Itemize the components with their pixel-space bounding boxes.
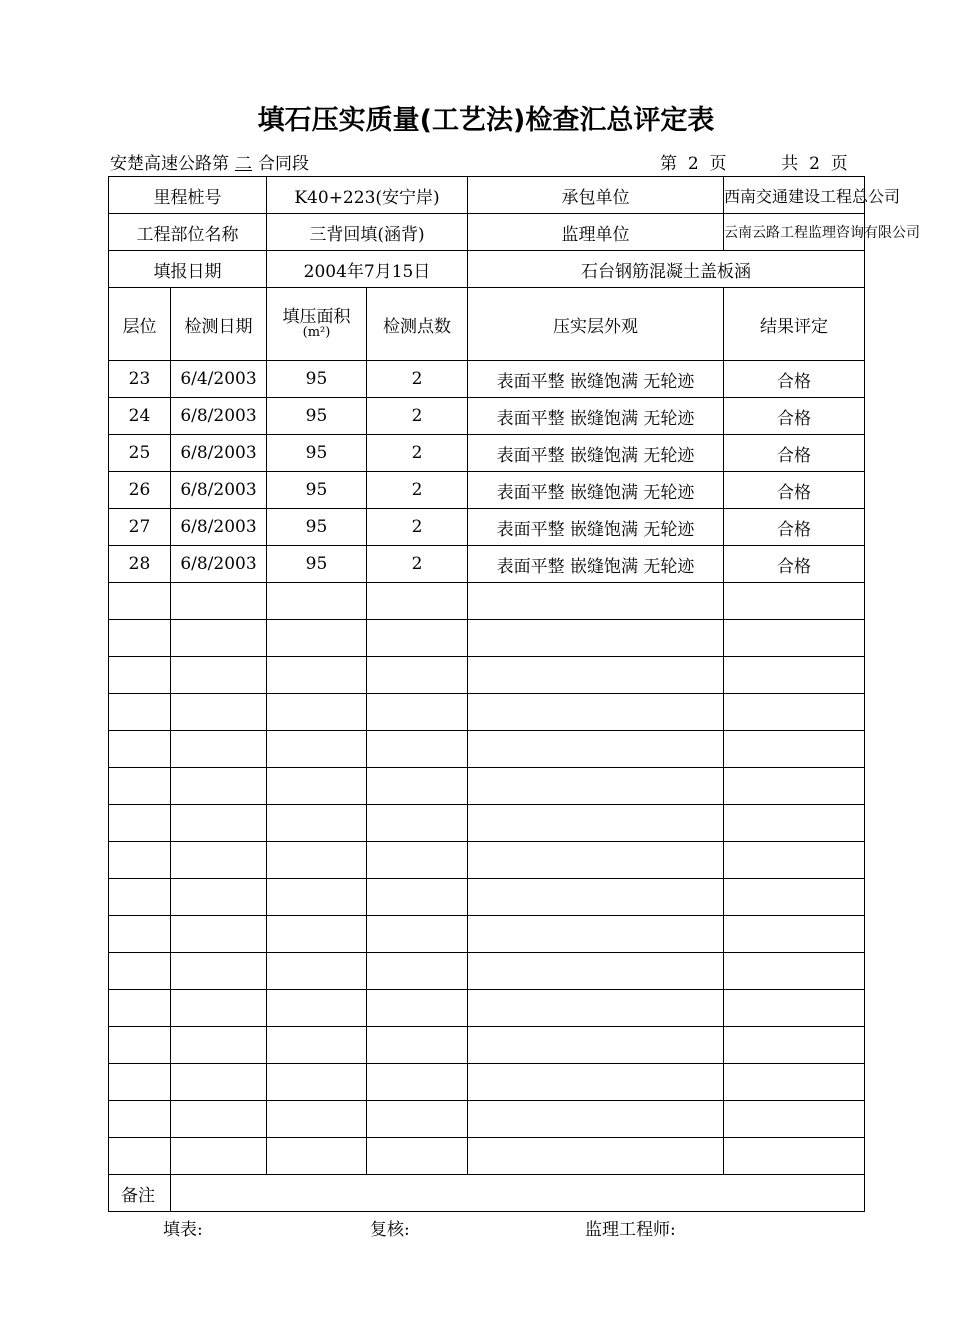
cell-area: [267, 916, 367, 953]
cell-points: [367, 879, 468, 916]
cell-area: [267, 620, 367, 657]
cell-points: [367, 583, 468, 620]
cell-layer: [109, 620, 171, 657]
cell-result: [724, 1138, 865, 1175]
table-row: [109, 398, 865, 435]
cell-date: [171, 1101, 267, 1138]
cell-layer: [109, 1101, 171, 1138]
cell-appearance: [468, 990, 724, 1027]
cell-area: 95: [267, 398, 367, 435]
page-total-prefix: 共: [781, 154, 799, 174]
col-date: 检测日期: [171, 288, 267, 361]
cell-area: [267, 768, 367, 805]
page-info: [660, 149, 848, 174]
cell-area: [267, 731, 367, 768]
cell-points: 2: [367, 398, 468, 435]
part-label: 工程部位名称: [109, 214, 267, 251]
page-title: 填石压实质量(工艺法)检查汇总评定表: [257, 105, 715, 136]
cell-points: [367, 657, 468, 694]
part-value: 三背回填(涵背): [267, 214, 468, 251]
cell-points: [367, 805, 468, 842]
cell-area: [267, 657, 367, 694]
cell-layer: [109, 1138, 171, 1175]
cell-result: [724, 805, 865, 842]
cell-date: [171, 990, 267, 1027]
cell-layer: [109, 768, 171, 805]
page-current-suffix: 页: [709, 154, 727, 174]
cell-points: [367, 1027, 468, 1064]
cell-date: [171, 768, 267, 805]
cell-result: [724, 731, 865, 768]
col-area-label: 填压面积: [282, 307, 351, 327]
cell-points: 2: [367, 361, 468, 398]
cell-layer: [109, 731, 171, 768]
cell-area: [267, 879, 367, 916]
cell-area: [267, 1138, 367, 1175]
date-label: 填报日期: [109, 251, 267, 288]
col-layer: 层位: [109, 288, 171, 361]
chainage-label: 里程桩号: [109, 177, 267, 214]
cell-result: [724, 953, 865, 990]
table-row: [109, 1101, 865, 1138]
cell-layer: [109, 842, 171, 879]
cell-appearance: [468, 583, 724, 620]
cell-layer: [109, 916, 171, 953]
table-row: [109, 990, 865, 1027]
cell-area: [267, 1064, 367, 1101]
cell-date: [171, 879, 267, 916]
cell-result: [724, 768, 865, 805]
cell-result: [724, 1064, 865, 1101]
cell-date: [171, 583, 267, 620]
cell-result: [724, 842, 865, 879]
cell-result: 合格: [724, 509, 865, 546]
cell-date: [171, 842, 267, 879]
cell-layer: [109, 953, 171, 990]
table-row: [109, 731, 865, 768]
cell-date: [171, 620, 267, 657]
contract-section: [110, 149, 309, 174]
cell-layer: [109, 990, 171, 1027]
cell-area: [267, 953, 367, 990]
cell-area: 95: [267, 361, 367, 398]
reviewed-by-label: 复核:: [370, 1220, 410, 1240]
cell-area: [267, 1027, 367, 1064]
table-row: [109, 768, 865, 805]
table-row: [109, 583, 865, 620]
cell-points: 2: [367, 435, 468, 472]
cell-layer: 26: [109, 472, 171, 509]
table-row: [109, 953, 865, 990]
contract-number: 二: [235, 154, 252, 174]
info-row-date: [109, 251, 865, 288]
page-current-prefix: 第: [660, 154, 677, 174]
col-area-unit: (m²): [302, 325, 331, 340]
cell-points: 2: [367, 509, 468, 546]
cell-appearance: [468, 1138, 724, 1175]
cell-result: [724, 990, 865, 1027]
cell-points: [367, 1138, 468, 1175]
table-row: [109, 694, 865, 731]
cell-layer: [109, 879, 171, 916]
cell-appearance: 表面平整 嵌缝饱满 无轮迹: [468, 472, 724, 509]
cell-result: 合格: [724, 546, 865, 583]
date-value: 2004年7月15日: [267, 251, 468, 288]
col-result: 结果评定: [724, 288, 865, 361]
cell-appearance: [468, 916, 724, 953]
cell-area: [267, 583, 367, 620]
cell-points: [367, 620, 468, 657]
cell-appearance: 表面平整 嵌缝饱满 无轮迹: [468, 398, 724, 435]
table-row: [109, 916, 865, 953]
col-points: 检测点数: [367, 288, 468, 361]
table-row: [109, 805, 865, 842]
cell-layer: 28: [109, 546, 171, 583]
cell-date: 6/4/2003: [171, 361, 267, 398]
summary-table: [108, 176, 921, 1212]
cell-date: [171, 731, 267, 768]
cell-points: [367, 953, 468, 990]
cell-date: 6/8/2003: [171, 546, 267, 583]
contractor-label: 承包单位: [468, 177, 724, 214]
cell-result: 合格: [724, 398, 865, 435]
cell-appearance: [468, 953, 724, 990]
cell-result: [724, 657, 865, 694]
supervisor-value: 云南云路工程监理咨询有限公司: [724, 214, 865, 251]
table-row: [109, 546, 865, 583]
cell-date: [171, 657, 267, 694]
cell-appearance: [468, 1101, 724, 1138]
cell-area: 95: [267, 546, 367, 583]
cell-area: 95: [267, 435, 367, 472]
engineer-label: 监理工程师:: [585, 1220, 676, 1240]
cell-appearance: [468, 768, 724, 805]
supervisor-label: 监理单位: [468, 214, 724, 251]
col-appearance: 压实层外观: [468, 288, 724, 361]
table-row: [109, 620, 865, 657]
cell-result: 合格: [724, 472, 865, 509]
page-total-suffix: 页: [830, 154, 848, 174]
cell-layer: [109, 1064, 171, 1101]
cell-points: [367, 768, 468, 805]
cell-appearance: [468, 694, 724, 731]
table-row: [109, 879, 865, 916]
cell-points: [367, 1101, 468, 1138]
contract-prefix: 安楚高速公路第: [110, 154, 229, 174]
notes-value: [171, 1175, 865, 1212]
cell-result: [724, 879, 865, 916]
cell-points: [367, 842, 468, 879]
cell-appearance: [468, 657, 724, 694]
cell-points: [367, 694, 468, 731]
notes-row: [109, 1175, 865, 1212]
table-row: [109, 657, 865, 694]
cell-date: [171, 953, 267, 990]
info-row-chainage: [109, 177, 865, 214]
table-row: [109, 361, 865, 398]
cell-result: 合格: [724, 435, 865, 472]
cell-layer: [109, 1027, 171, 1064]
cell-area: [267, 694, 367, 731]
cell-appearance: [468, 1064, 724, 1101]
notes-label: 备注: [109, 1175, 171, 1212]
page-total: 2: [809, 154, 820, 174]
cell-date: 6/8/2003: [171, 472, 267, 509]
cell-result: [724, 620, 865, 657]
table-row: [109, 1138, 865, 1175]
table-row: [109, 842, 865, 879]
cell-points: 2: [367, 546, 468, 583]
table-row: [109, 1064, 865, 1101]
cell-points: [367, 990, 468, 1027]
cell-points: [367, 1064, 468, 1101]
cell-date: [171, 1138, 267, 1175]
cell-area: 95: [267, 472, 367, 509]
contract-suffix: 合同段: [258, 154, 309, 174]
cell-result: [724, 694, 865, 731]
cell-result: [724, 1027, 865, 1064]
cell-points: 2: [367, 472, 468, 509]
cell-area: [267, 805, 367, 842]
info-row-part: [109, 214, 865, 251]
cell-layer: 25: [109, 435, 171, 472]
table-row: [109, 1027, 865, 1064]
column-header-row: [109, 288, 865, 361]
cell-appearance: [468, 731, 724, 768]
cell-date: 6/8/2003: [171, 509, 267, 546]
cell-appearance: 表面平整 嵌缝饱满 无轮迹: [468, 361, 724, 398]
contractor-value: 西南交通建设工程总公司: [724, 177, 865, 214]
cell-date: [171, 805, 267, 842]
cell-result: [724, 1101, 865, 1138]
cell-date: [171, 1064, 267, 1101]
cell-area: [267, 842, 367, 879]
table-row: [109, 435, 865, 472]
cell-area: 95: [267, 509, 367, 546]
cell-appearance: [468, 879, 724, 916]
cell-result: [724, 916, 865, 953]
cell-appearance: [468, 842, 724, 879]
cell-appearance: 表面平整 嵌缝饱满 无轮迹: [468, 546, 724, 583]
cell-appearance: 表面平整 嵌缝饱满 无轮迹: [468, 509, 724, 546]
cell-result: [724, 583, 865, 620]
cell-points: [367, 731, 468, 768]
cell-appearance: [468, 805, 724, 842]
cell-date: [171, 1027, 267, 1064]
cell-date: 6/8/2003: [171, 398, 267, 435]
cell-area: [267, 1101, 367, 1138]
structure-value: 石台钢筋混凝土盖板涵: [468, 251, 865, 288]
page-current: 2: [687, 154, 699, 174]
cell-layer: [109, 583, 171, 620]
cell-date: [171, 694, 267, 731]
chainage-value: K40+223(安宁岸): [267, 177, 468, 214]
cell-date: [171, 916, 267, 953]
table-row: [109, 509, 865, 546]
table-row: [109, 472, 865, 509]
cell-layer: [109, 694, 171, 731]
filled-by-label: 填表:: [163, 1220, 203, 1240]
cell-result: 合格: [724, 361, 865, 398]
cell-appearance: 表面平整 嵌缝饱满 无轮迹: [468, 435, 724, 472]
cell-layer: [109, 805, 171, 842]
cell-layer: 27: [109, 509, 171, 546]
col-area: [267, 288, 367, 361]
cell-date: 6/8/2003: [171, 435, 267, 472]
cell-area: [267, 990, 367, 1027]
cell-layer: 24: [109, 398, 171, 435]
cell-points: [367, 916, 468, 953]
cell-appearance: [468, 620, 724, 657]
cell-layer: [109, 657, 171, 694]
cell-layer: 23: [109, 361, 171, 398]
cell-appearance: [468, 1027, 724, 1064]
